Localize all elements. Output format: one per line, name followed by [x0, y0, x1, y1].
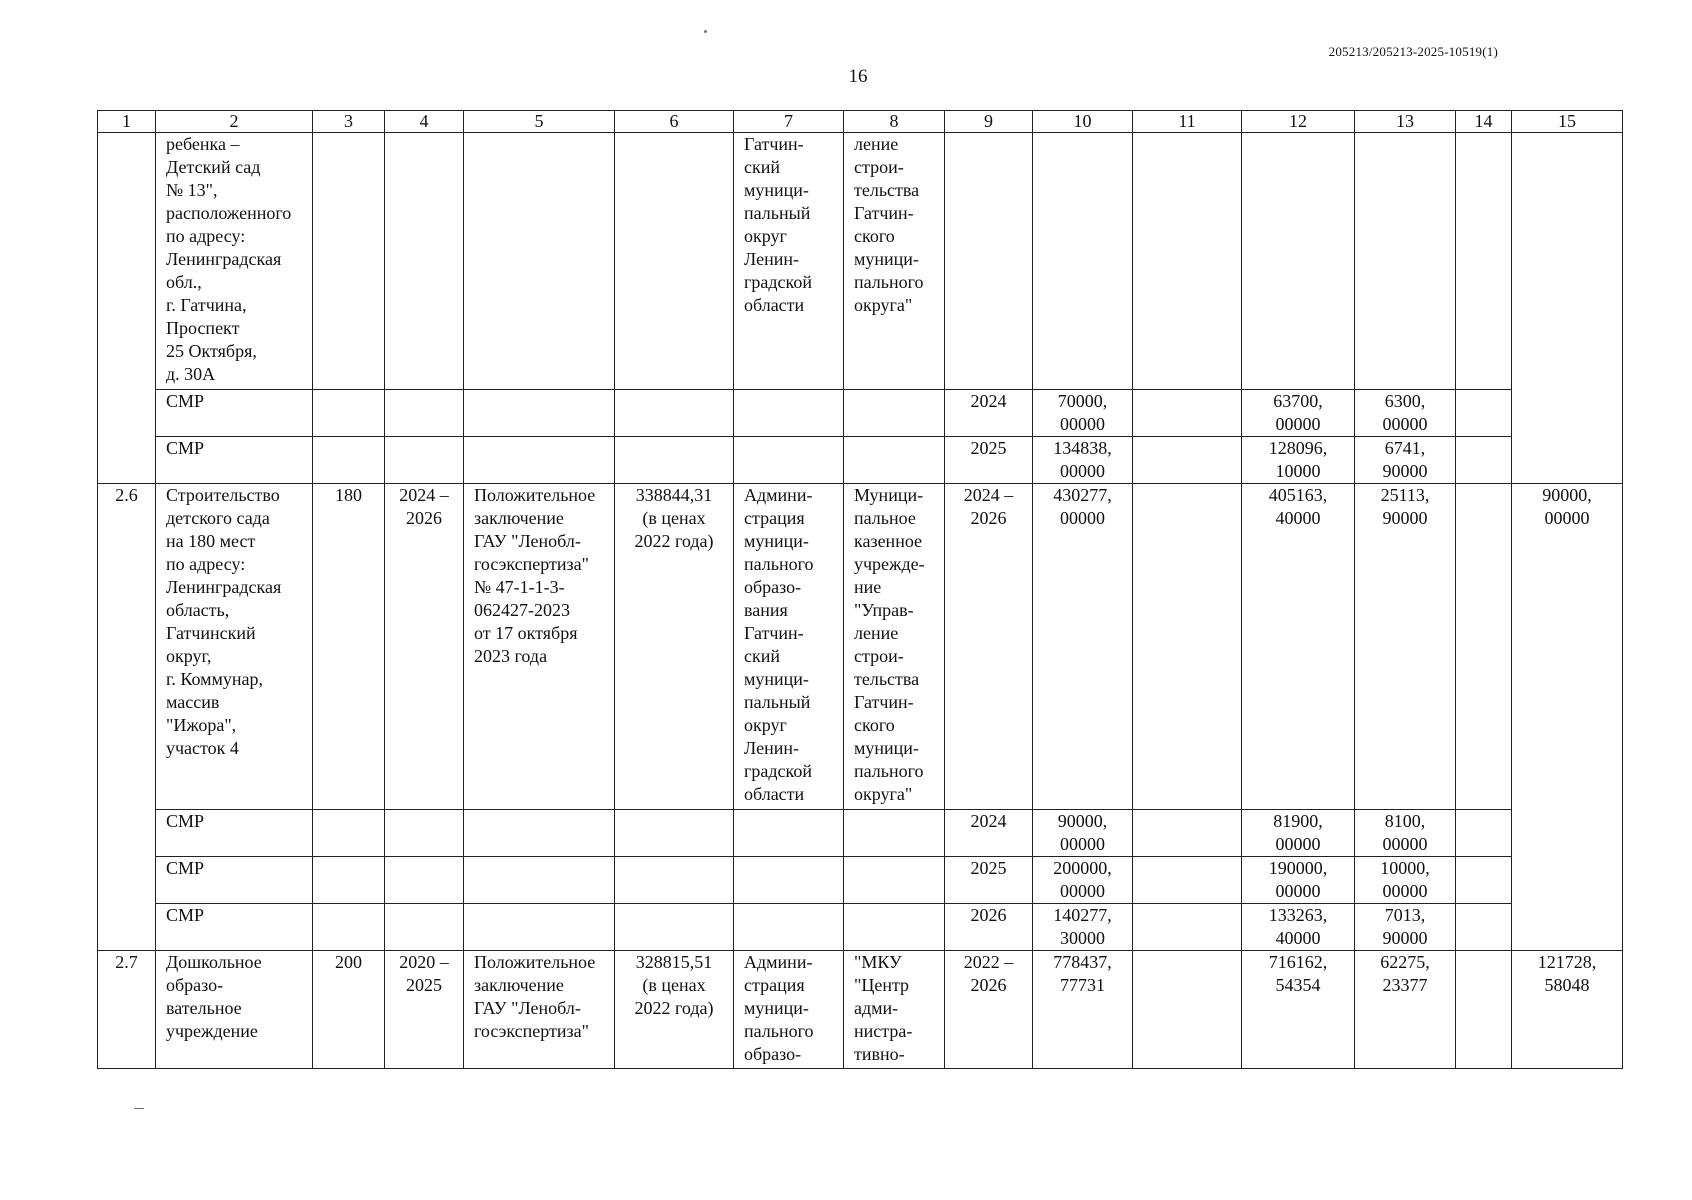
budget-table	[97, 110, 1623, 1069]
cell-total: 200000, 00000	[1033, 857, 1133, 904]
col-header: 4	[385, 111, 464, 133]
cell-empty	[945, 133, 1033, 390]
cell-empty	[1456, 437, 1512, 484]
cell-empty	[615, 857, 734, 904]
cell-empty	[1456, 133, 1512, 390]
col-header: 6	[615, 111, 734, 133]
column-number-row	[98, 111, 1623, 133]
cell-empty	[1133, 133, 1242, 390]
cell-amount: 7013, 90000	[1355, 904, 1456, 951]
cell-customer: Гатчин- ский муници- пальный округ Ленин- градской области	[734, 133, 844, 390]
cell-empty	[313, 904, 385, 951]
cell-empty	[313, 133, 385, 390]
cell-amount: 81900, 00000	[1242, 810, 1355, 857]
cell-total: 90000, 00000	[1033, 810, 1133, 857]
cell-amount: 716162, 54354	[1242, 951, 1355, 1069]
cell-empty	[615, 390, 734, 437]
cell-amount: 128096, 10000	[1242, 437, 1355, 484]
col-header: 5	[464, 111, 615, 133]
cell-empty	[313, 810, 385, 857]
table-row	[98, 857, 1623, 904]
cell-empty	[1133, 951, 1242, 1069]
cell-empty	[734, 810, 844, 857]
table-row	[98, 390, 1623, 437]
cell-amount: 405163, 40000	[1242, 484, 1355, 810]
cell-amount: 121728, 58048	[1512, 951, 1623, 1069]
cell-empty	[1133, 484, 1242, 810]
cell-empty	[385, 810, 464, 857]
cell-estimated-cost: 328815,51 (в ценах 2022 года)	[615, 951, 734, 1069]
scan-mark	[134, 1108, 144, 1109]
cell-empty	[734, 437, 844, 484]
cell-empty	[615, 133, 734, 390]
cell-total: 778437, 77731	[1033, 951, 1133, 1069]
cell-empty	[1456, 390, 1512, 437]
cell-empty	[385, 904, 464, 951]
table-row	[98, 437, 1623, 484]
col-header: 1	[98, 111, 156, 133]
cell-expertise: Положительное заключение ГАУ "Ленобл- госэкспертиза"	[464, 951, 615, 1069]
cell-empty	[844, 390, 945, 437]
cell-year: 2024	[945, 810, 1033, 857]
cell-empty	[385, 133, 464, 390]
cell-empty	[464, 810, 615, 857]
cell-empty	[1456, 951, 1512, 1069]
cell-estimated-cost: 338844,31 (в ценах 2022 года)	[615, 484, 734, 810]
cell-total: 70000, 00000	[1033, 390, 1133, 437]
cell-empty	[1355, 133, 1456, 390]
cell-capacity: 200	[313, 951, 385, 1069]
cell-expertise: Положительное заключение ГАУ "Ленобл- госэкспертиза" № 47-1-1-3- 062427-2023 от 17 октября 2023 года	[464, 484, 615, 810]
cell-amount: 25113, 90000	[1355, 484, 1456, 810]
scan-dot	[704, 30, 707, 33]
cell-year: 2022 – 2026	[945, 951, 1033, 1069]
cell-empty	[385, 857, 464, 904]
table-row	[98, 133, 1623, 390]
cell-empty	[464, 133, 615, 390]
cell-empty	[1456, 857, 1512, 904]
cell-empty	[844, 904, 945, 951]
cell-developer: ление строи- тельства Гатчин- ского муници- пального округа"	[844, 133, 945, 390]
cell-empty	[844, 857, 945, 904]
cell-empty	[1512, 133, 1623, 484]
cell-empty	[1133, 857, 1242, 904]
cell-year: 2024 – 2026	[945, 484, 1033, 810]
cell-empty	[615, 437, 734, 484]
col-header: 12	[1242, 111, 1355, 133]
table-row	[98, 904, 1623, 951]
col-header: 9	[945, 111, 1033, 133]
cell-amount: 62275, 23377	[1355, 951, 1456, 1069]
cell-empty	[464, 857, 615, 904]
cell-amount: 10000, 00000	[1355, 857, 1456, 904]
cell-amount: 6741, 90000	[1355, 437, 1456, 484]
cell-work-type: СМР	[156, 904, 313, 951]
col-header: 15	[1512, 111, 1623, 133]
cell-object-name: Дошкольное образо- вательное учреждение	[156, 951, 313, 1069]
cell-work-type: СМР	[156, 810, 313, 857]
cell-empty	[1133, 810, 1242, 857]
cell-empty	[734, 857, 844, 904]
col-header: 7	[734, 111, 844, 133]
cell-customer: Админи- страция муници- пального образо-	[734, 951, 844, 1069]
cell-work-type: СМР	[156, 437, 313, 484]
cell-empty	[313, 857, 385, 904]
cell-item-number: 2.7	[98, 951, 156, 1069]
table-row	[98, 484, 1623, 810]
cell-object-name: ребенка – Детский сад № 13", расположенного по адресу: Ленинградская обл., г. Гатчина, Проспект 25 Октября, д. 30А	[156, 133, 313, 390]
cell-empty	[464, 904, 615, 951]
cell-year: 2026	[945, 904, 1033, 951]
col-header: 10	[1033, 111, 1133, 133]
cell-object-name: Строительство детского сада на 180 мест по адресу: Ленинградская область, Гатчинский округ, г. Коммунар, массив "Ижора", участок 4	[156, 484, 313, 810]
document-id: 205213/205213-2025-10519(1)	[1328, 44, 1498, 59]
cell-capacity: 180	[313, 484, 385, 810]
cell-year: 2025	[945, 437, 1033, 484]
cell-empty	[313, 437, 385, 484]
cell-empty	[1133, 437, 1242, 484]
cell-developer: Муници- пальное казенное учрежде- ние "Управ- ление строи- тельства Гатчин- ского муници- пального округа"	[844, 484, 945, 810]
cell-empty	[464, 437, 615, 484]
cell-amount: 8100, 00000	[1355, 810, 1456, 857]
cell-empty	[464, 390, 615, 437]
table-row	[98, 810, 1623, 857]
cell-empty	[98, 133, 156, 484]
cell-empty	[1456, 904, 1512, 951]
cell-empty	[734, 904, 844, 951]
cell-empty	[385, 437, 464, 484]
col-header: 2	[156, 111, 313, 133]
cell-empty	[1133, 390, 1242, 437]
cell-empty	[734, 390, 844, 437]
cell-amount: 190000, 00000	[1242, 857, 1355, 904]
cell-empty	[1033, 133, 1133, 390]
cell-amount: 133263, 40000	[1242, 904, 1355, 951]
col-header: 14	[1456, 111, 1512, 133]
table-row	[98, 951, 1623, 1069]
cell-item-number: 2.6	[98, 484, 156, 951]
col-header: 3	[313, 111, 385, 133]
cell-amount: 6300, 00000	[1355, 390, 1456, 437]
cell-year: 2025	[945, 857, 1033, 904]
col-header: 8	[844, 111, 945, 133]
page-number: 16	[848, 66, 868, 87]
cell-developer: "МКУ "Центр адми- нистра- тивно-	[844, 951, 945, 1069]
cell-empty	[1456, 810, 1512, 857]
cell-empty	[844, 810, 945, 857]
cell-amount: 63700, 00000	[1242, 390, 1355, 437]
cell-empty	[615, 810, 734, 857]
cell-year: 2024	[945, 390, 1033, 437]
cell-empty	[1456, 484, 1512, 810]
cell-empty	[615, 904, 734, 951]
cell-period: 2024 – 2026	[385, 484, 464, 810]
col-header: 11	[1133, 111, 1242, 133]
cell-empty	[313, 390, 385, 437]
cell-empty	[844, 437, 945, 484]
cell-empty	[1133, 904, 1242, 951]
cell-total: 430277, 00000	[1033, 484, 1133, 810]
cell-work-type: СМР	[156, 857, 313, 904]
cell-total: 134838, 00000	[1033, 437, 1133, 484]
cell-period: 2020 – 2025	[385, 951, 464, 1069]
cell-total: 140277, 30000	[1033, 904, 1133, 951]
cell-amount: 90000, 00000	[1512, 484, 1623, 951]
cell-customer: Админи- страция муници- пального образо- вания Гатчин- ский муници- пальный округ Ленин- градской области	[734, 484, 844, 810]
col-header: 13	[1355, 111, 1456, 133]
cell-empty	[1242, 133, 1355, 390]
cell-work-type: СМР	[156, 390, 313, 437]
cell-empty	[385, 390, 464, 437]
